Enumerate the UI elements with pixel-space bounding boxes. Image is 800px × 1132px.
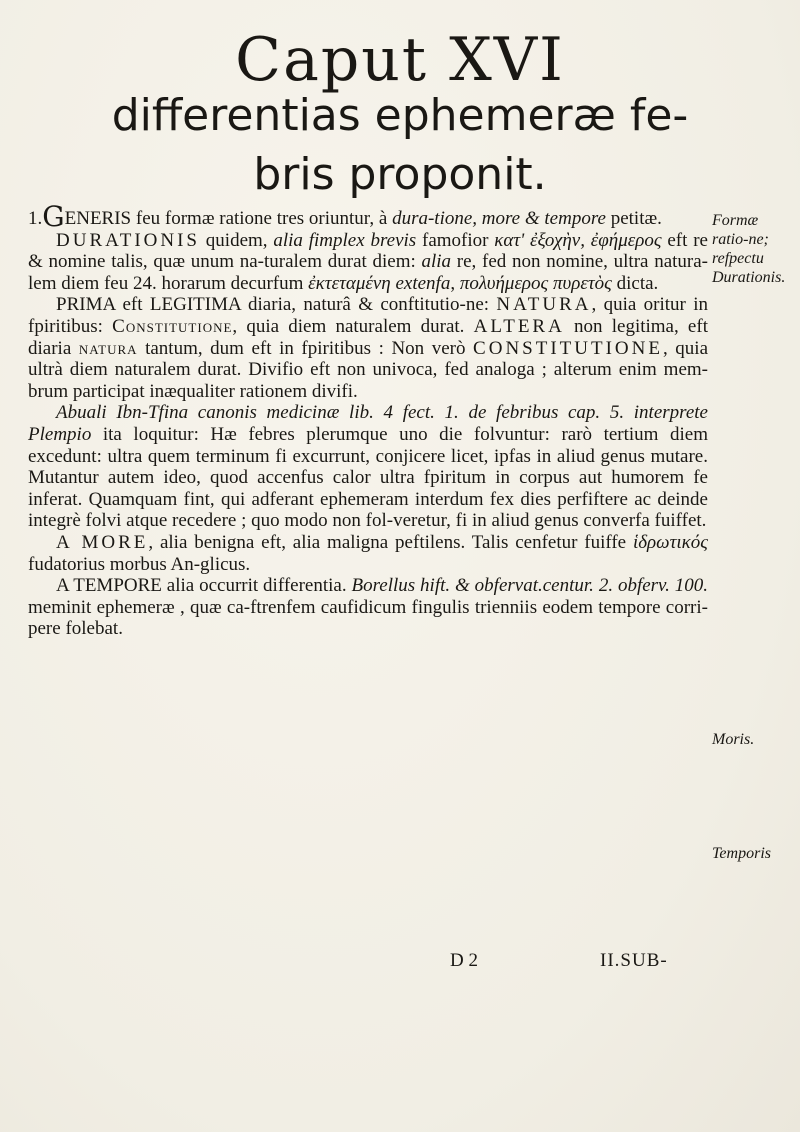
- chapter-subtitle-line-2: bris proponit.: [253, 149, 547, 200]
- paragraph-genus: 1.GENERIS feu formæ ratione tres oriuntur, à dura-tione, more & tempore petitæ.: [28, 200, 662, 233]
- chapter-subtitle-line-1: differentias ephemeræ fe-: [111, 90, 689, 141]
- margin-note-duration: Formæ ratio-ne; refpectu Durationis.: [712, 212, 786, 286]
- paragraph-duratio: DURATIONIS quidem, alia fimplex brevis famofior κατ' ἐξοχὴν, ἐφήμερος eft re & nomine talis, quæ unum na-turalem durat diem: alia re, fed non nomine, ultra natura-lem diem feu 24. horarum decurfum ἐκτεταμένη extenfa, πολυήμερος πυρετὸς dicta.: [28, 229, 708, 294]
- paragraph-more: A MORE, alia benigna eft, alia maligna peftilens. Talis cenfetur fuiffe ἱδρωτικός fudatorius morbus An-glicus.: [28, 531, 708, 575]
- margin-note-moris: Moris.: [712, 731, 755, 748]
- signature-mark: D 2: [450, 950, 478, 971]
- paragraph-abuali: Abuali Ibn-Tfina canonis medicinæ lib. 4 fect. 1. de febribus cap. 5. interprete Plempio ita loquitur: Hæ febres plerumque uno die folvuntur: rarò tertium diem excedunt: ultra quem terminum fi excurrunt, conjicere licet, ipfas in aliud genus mutare. Mutantur autem ideo, quod accenfus calor ultra fpiritum in corpus aut humorem fe inferat. Quamquam fint, qui adferant ephemeram interdum fex dies perfiftere ac deinde integrè folvi atque recedere ; quo modo non fol-veretur, fi in aliud genus converfa fuiffet.: [28, 402, 708, 532]
- margin-note-temporis: Temporis: [712, 845, 771, 862]
- catchword: II.SUB-: [600, 950, 668, 971]
- paragraph-number: 1.: [28, 208, 43, 229]
- drop-cap: G: [42, 200, 65, 233]
- paragraph-prima: PRIMA eft LEGITIMA diaria, naturâ & conftitutio-ne: NATURA, quia oritur in fpiritibus: Constitutione, quia diem naturalem durat. ALTERA non legitima, eft diaria natura tantum, dum eft in fpiritibus : Non verò CONSTITUTIONE, quia ultrà diem naturalem durat. Divifio eft non univoca, fed analoga ; alterum enim mem-brum participat inæqualiter rationem divifi.: [28, 294, 708, 402]
- chapter-title: Caput XVI: [235, 25, 565, 95]
- main-text: [28, 200, 708, 640]
- paragraph-tempore: A TEMPORE alia occurrit differentia. Borellus hift. & obfervat.centur. 2. obferv. 100. meminit ephemeræ , quæ ca-ftrenfem caufidicum fingulis trienniis eodem tempore corri-pere folebat.: [28, 575, 708, 640]
